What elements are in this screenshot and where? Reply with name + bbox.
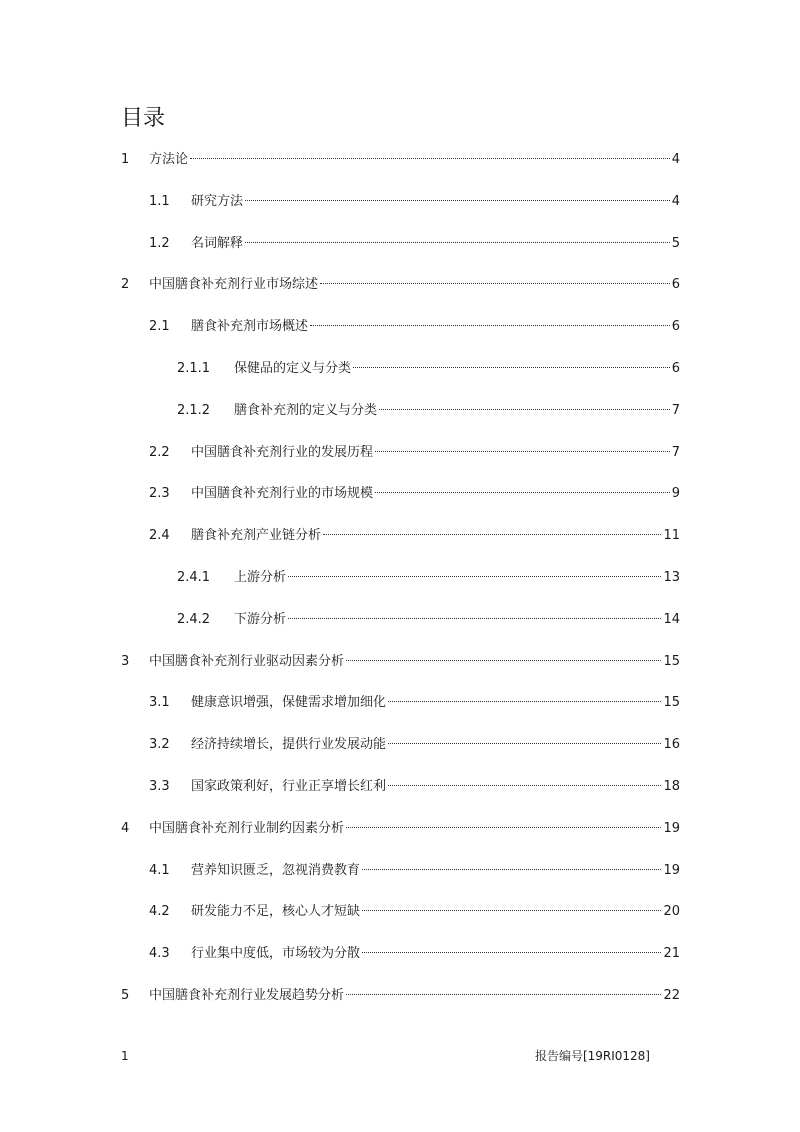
toc-entry-leader-row — [234, 610, 680, 630]
toc-entry-title: 研发能力不足，核心人才短缺 — [191, 904, 361, 920]
toc-entry-title: 下游分析 — [234, 611, 287, 627]
toc-dot-leader — [375, 492, 670, 493]
toc-entry-number: 4.1 — [149, 862, 170, 878]
toc-entry[interactable] — [0, 234, 800, 254]
toc-entry-page: 7 — [671, 402, 680, 418]
toc-entry-number: 2.1 — [149, 319, 170, 335]
toc-entry-leader-row — [191, 317, 680, 337]
toc-entry-title: 膳食补充剂产业链分析 — [191, 528, 322, 544]
toc-dot-leader — [388, 701, 661, 702]
toc-entry-leader-row — [149, 819, 680, 839]
toc-entry-title: 行业集中度低，市场较为分散 — [191, 946, 361, 962]
toc-entry-number: 2.1.1 — [177, 361, 211, 376]
toc-dot-leader — [362, 869, 661, 870]
toc-entry-leader-row — [149, 986, 680, 1006]
toc-entry-number: 4 — [121, 820, 130, 836]
toc-entry-title: 营养知识匮乏，忽视消费教育 — [191, 862, 361, 878]
toc-entry-number: 4.3 — [149, 946, 170, 962]
toc-entry[interactable] — [0, 359, 800, 379]
toc-entry-page: 14 — [663, 611, 680, 627]
toc-dot-leader — [362, 952, 661, 953]
toc-entry-leader-row — [149, 652, 680, 672]
toc-entry-number: 2.4.1 — [177, 570, 211, 585]
toc-entry[interactable] — [0, 401, 800, 421]
toc-entry-number: 1.2 — [149, 235, 170, 251]
toc-dot-leader — [323, 534, 661, 535]
toc-entry-title: 中国膳食补充剂行业发展趋势分析 — [149, 988, 345, 1003]
toc-entry-title: 中国膳食补充剂行业市场综述 — [149, 277, 319, 293]
toc-entry-page: 19 — [663, 820, 680, 836]
toc-entry-page: 11 — [663, 528, 680, 544]
toc-dot-leader — [346, 660, 661, 661]
toc-entry-page: 21 — [663, 946, 680, 962]
toc-entry[interactable] — [0, 902, 800, 922]
toc-entry-number: 3.3 — [149, 779, 170, 794]
toc-entry-page: 18 — [663, 779, 680, 794]
toc-entry-page: 22 — [663, 988, 680, 1003]
toc-entry-leader-row — [191, 944, 680, 964]
toc-entry-page: 15 — [663, 695, 680, 711]
toc-entry[interactable] — [0, 568, 800, 588]
toc-entry[interactable] — [0, 443, 800, 463]
toc-dot-leader — [353, 367, 670, 368]
toc-entry-title: 方法论 — [149, 152, 189, 167]
toc-entry[interactable] — [0, 693, 800, 713]
toc-dot-leader — [388, 785, 661, 786]
toc-dot-leader — [375, 451, 670, 452]
toc-entry-title: 膳食补充剂的定义与分类 — [234, 402, 378, 418]
toc-dot-leader — [288, 576, 661, 577]
toc-entry-leader-row — [191, 234, 680, 254]
toc-entry-page: 6 — [671, 361, 680, 376]
toc-entry-title: 中国膳食补充剂行业驱动因素分析 — [149, 653, 345, 669]
toc-entry-title: 国家政策利好，行业正享增长红利 — [191, 779, 387, 794]
toc-title: 目录 — [121, 106, 166, 131]
toc-entry-page: 7 — [671, 444, 680, 460]
toc-entry[interactable] — [0, 735, 800, 755]
toc-entry[interactable] — [0, 484, 800, 504]
toc-entry-title: 研究方法 — [191, 193, 244, 209]
toc-entry-leader-row — [191, 693, 680, 713]
toc-entry-number: 2.2 — [149, 444, 170, 460]
toc-entry-page: 16 — [663, 737, 680, 753]
toc-entry-leader-row — [191, 735, 680, 755]
toc-dot-leader — [379, 409, 670, 410]
toc-dot-leader — [190, 158, 670, 159]
toc-entry[interactable] — [0, 944, 800, 964]
toc-entry-leader-row — [191, 443, 680, 463]
toc-entry-leader-row — [234, 401, 680, 421]
toc-entry-leader-row — [234, 568, 680, 588]
toc-entry[interactable] — [0, 777, 800, 797]
toc-entry[interactable] — [0, 150, 800, 170]
toc-entry-title: 膳食补充剂市场概述 — [191, 319, 309, 335]
toc-entry-leader-row — [191, 902, 680, 922]
toc-dot-leader — [245, 200, 670, 201]
toc-entry-title: 保健品的定义与分类 — [234, 361, 352, 376]
toc-dot-leader — [346, 827, 661, 828]
toc-entry-page: 9 — [671, 486, 680, 502]
toc-entry-page: 15 — [663, 653, 680, 669]
toc-entry-page: 5 — [671, 235, 680, 251]
toc-entry-title: 中国膳食补充剂行业的市场规模 — [191, 486, 374, 502]
toc-entry-leader-row — [191, 526, 680, 546]
toc-entry[interactable] — [0, 610, 800, 630]
toc-entry-leader-row — [191, 192, 680, 212]
toc-dot-leader — [388, 743, 661, 744]
toc-entry-page: 6 — [671, 319, 680, 335]
toc-dot-leader — [310, 325, 670, 326]
toc-dot-leader — [346, 994, 661, 995]
toc-entry[interactable] — [0, 526, 800, 546]
toc-entry-page: 20 — [663, 904, 680, 920]
toc-entry-leader-row — [149, 150, 680, 170]
toc-entry-title: 健康意识增强，保健需求增加细化 — [191, 695, 387, 711]
toc-entry[interactable] — [0, 275, 800, 295]
toc-entry-number: 5 — [121, 988, 130, 1003]
toc-entry-number: 3.2 — [149, 737, 170, 753]
toc-entry[interactable] — [0, 819, 800, 839]
toc-entry-title: 经济持续增长，提供行业发展动能 — [191, 737, 387, 753]
toc-entry-page: 19 — [663, 862, 680, 878]
footer-page-number: 1 — [121, 1049, 129, 1063]
toc-entry-number: 3 — [121, 653, 130, 669]
toc-entry[interactable] — [0, 317, 800, 337]
toc-dot-leader — [362, 910, 661, 911]
toc-dot-leader — [288, 618, 661, 619]
toc-entry-number: 4.2 — [149, 904, 170, 920]
toc-entry-title: 上游分析 — [234, 570, 287, 585]
toc-entry[interactable] — [0, 986, 800, 1006]
toc-entry-number: 2.1.2 — [177, 402, 211, 418]
toc-entry-number: 2.4 — [149, 528, 170, 544]
toc-dot-leader — [320, 283, 670, 284]
toc-entry-number: 1 — [121, 152, 130, 167]
toc-entry-page: 6 — [671, 277, 680, 293]
toc-entry-page: 4 — [671, 193, 680, 209]
toc-entry[interactable] — [0, 861, 800, 881]
toc-entry-leader-row — [234, 359, 680, 379]
toc-entry-number: 2.4.2 — [177, 611, 211, 627]
toc-entry-number: 2 — [121, 277, 130, 293]
toc-entry-number: 2.3 — [149, 486, 170, 502]
toc-dot-leader — [245, 242, 670, 243]
toc-entry-title: 中国膳食补充剂行业的发展历程 — [191, 444, 374, 460]
toc-entry-number: 1.1 — [149, 193, 170, 209]
toc-entry-leader-row — [191, 777, 680, 797]
toc-entry[interactable] — [0, 652, 800, 672]
toc-entry-page: 4 — [671, 152, 680, 167]
toc-entry-leader-row — [191, 861, 680, 881]
toc-entry-leader-row — [191, 484, 680, 504]
toc-entry-title: 名词解释 — [191, 235, 244, 251]
toc-entry-number: 3.1 — [149, 695, 170, 711]
toc-entry-page: 13 — [663, 570, 680, 585]
toc-entry-title: 中国膳食补充剂行业制约因素分析 — [149, 820, 345, 836]
toc-entry-leader-row — [149, 275, 680, 295]
toc-entry[interactable] — [0, 192, 800, 212]
footer-report-id: 报告编号[19RI0128] — [534, 1049, 650, 1063]
